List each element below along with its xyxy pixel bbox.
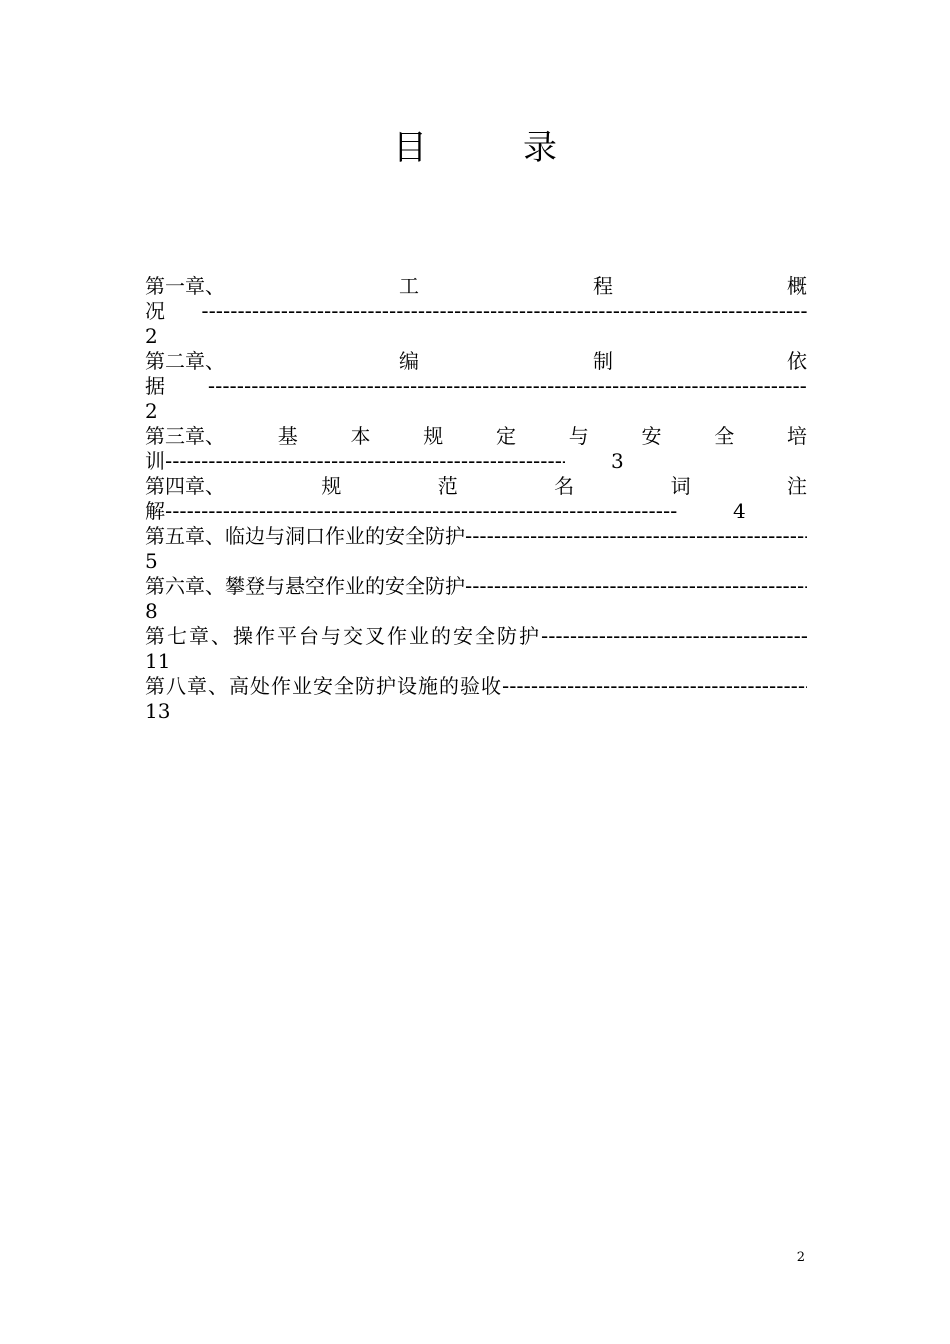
toc-entry-6-line-2[interactable] — [145, 599, 807, 624]
toc-entry-6-page: 8 — [145, 599, 158, 623]
toc-entry-5-page: 5 — [145, 549, 158, 573]
toc-entry-2-char: 编 — [399, 349, 419, 373]
toc-entry-4-char: 注 — [786, 474, 807, 498]
toc-entry-4-char: 名 — [554, 474, 575, 498]
toc-entry-1-line-1[interactable] — [145, 274, 807, 299]
toc-entry-1-char: 程 — [593, 274, 613, 298]
page-title — [0, 128, 950, 168]
toc-entry-2-line-2[interactable] — [145, 374, 807, 399]
toc-entry-1-char: 工 — [399, 274, 419, 298]
page-number: 2 — [796, 1250, 805, 1265]
toc-entry-8-title: 第八章、高处作业安全防护设施的验收 — [145, 674, 502, 698]
toc-entry-5-line-1[interactable] — [145, 524, 807, 549]
toc-leader — [465, 524, 807, 549]
toc-entry-2-line-1[interactable] — [145, 349, 807, 374]
toc-entry-8-line-1[interactable] — [145, 674, 807, 699]
toc-entry-7-title: 第七章、操作平台与交叉作业的安全防护 — [145, 624, 541, 648]
toc-leader — [208, 374, 807, 399]
toc-entry-1-page: 2 — [145, 324, 158, 348]
toc-entry-8-line-2[interactable] — [145, 699, 807, 724]
toc-entry-4-char: 范 — [437, 474, 458, 498]
toc-entry-3-wrap: 训 — [145, 449, 165, 473]
toc-entry-3-char: 规 — [423, 424, 444, 448]
toc-entry-7-line-2[interactable] — [145, 649, 807, 674]
toc-entry-3-char: 全 — [714, 424, 735, 448]
toc-entry-2-prefix: 第二章、 — [145, 349, 225, 373]
toc-entry-7-page: 11 — [145, 649, 171, 673]
toc-entry-3-line-1[interactable] — [145, 424, 807, 449]
toc-entry-4-page: 4 — [733, 499, 746, 523]
toc-entry-3-char: 与 — [568, 424, 589, 448]
toc-entry-5-title: 第五章、临边与洞口作业的安全防护 — [145, 524, 465, 548]
title-char-2: 录 — [523, 128, 557, 168]
toc-entry-4-prefix: 第四章、 — [145, 474, 225, 498]
toc-entry-3-char: 培 — [787, 424, 807, 448]
toc-entry-4-line-1[interactable] — [145, 474, 807, 499]
toc-leader — [201, 299, 807, 324]
toc-entry-1-line-2[interactable] — [145, 299, 807, 324]
title-char-1: 目 — [393, 128, 427, 168]
toc-entry-6-title: 第六章、攀登与悬空作业的安全防护 — [145, 574, 465, 598]
toc-entry-3-char: 定 — [496, 424, 516, 448]
toc-entry-1-wrap: 况 — [145, 299, 165, 323]
toc-entry-5-line-2[interactable] — [145, 549, 807, 574]
toc-entry-8-page: 13 — [145, 699, 171, 723]
toc-entry-3-prefix: 第三章、 — [145, 424, 225, 448]
toc-entry-2-char: 依 — [787, 349, 807, 373]
toc-entry-4-wrap: 解 — [145, 499, 165, 523]
toc-entry-2-line-3[interactable] — [145, 399, 807, 424]
toc-entry-3-line-2[interactable] — [145, 449, 807, 474]
toc-entry-2-page: 2 — [145, 399, 158, 423]
toc-entry-3-char: 本 — [350, 424, 371, 448]
toc-entry-2-wrap: 据 — [145, 374, 165, 398]
toc-leader — [465, 574, 807, 599]
toc-entry-3-page: 3 — [611, 449, 624, 473]
toc-entry-4-char: 规 — [321, 474, 342, 498]
toc-leader — [502, 674, 807, 699]
toc-entry-4-line-2[interactable] — [145, 499, 807, 524]
toc-entry-4-char: 词 — [670, 474, 691, 498]
toc-entry-3-char: 基 — [277, 424, 298, 448]
toc-entry-1-line-3[interactable] — [145, 324, 807, 349]
toc-entry-7-line-1[interactable] — [145, 624, 807, 649]
toc-entry-6-line-1[interactable] — [145, 574, 807, 599]
toc-entry-2-char: 制 — [593, 349, 613, 373]
toc-entry-3-char: 安 — [641, 424, 662, 448]
toc-leader — [165, 499, 677, 524]
toc-leader — [165, 449, 565, 474]
table-of-contents — [145, 274, 807, 724]
toc-entry-1-prefix: 第一章、 — [145, 274, 225, 298]
toc-leader — [541, 624, 807, 649]
toc-entry-1-char: 概 — [787, 274, 807, 298]
